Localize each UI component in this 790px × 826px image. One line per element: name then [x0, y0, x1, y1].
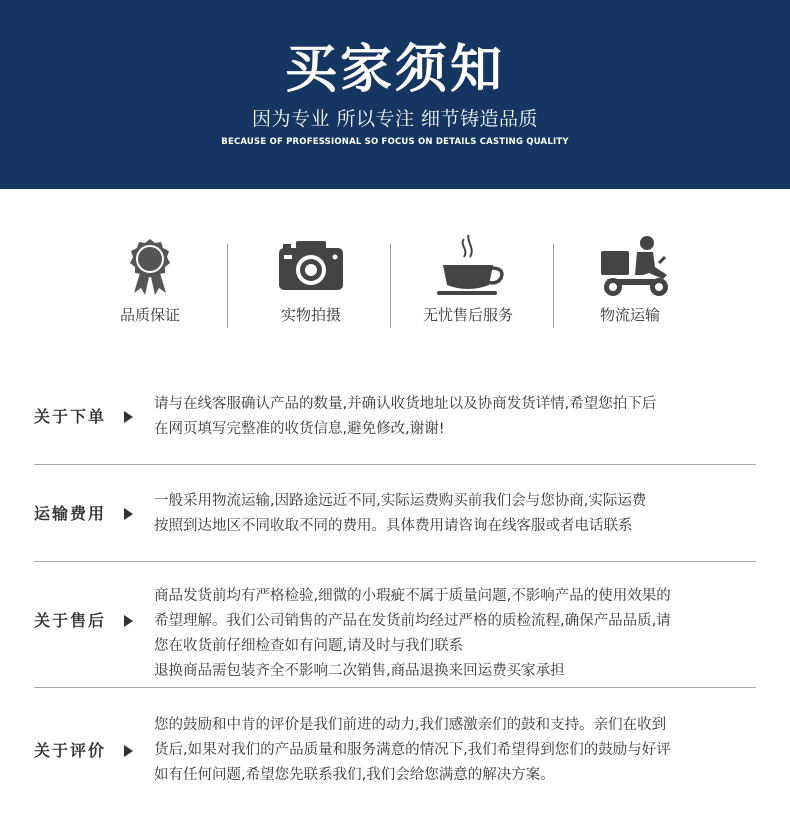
divider [34, 561, 756, 562]
section-line: 一般采用物流运输,因路途远近不同,实际运费购买前我们会与您协商,实际运费 [154, 493, 647, 509]
divider [34, 464, 756, 465]
section-body [154, 713, 756, 788]
section-after-sales [34, 584, 756, 688]
divider [34, 687, 756, 688]
section-ordering [34, 392, 756, 448]
section-body [154, 584, 756, 684]
section-heading: 关于下单 [34, 407, 107, 426]
feature-after-sales [393, 235, 543, 335]
section-line: 按照到达地区不同收取不同的费用。具体费用请咨询在线客服或者电话联系 [154, 518, 633, 534]
features-row [0, 235, 790, 335]
delivery-scooter-icon [555, 235, 705, 299]
banner-subtitle: 因为专业 所以专注 细节铸造品质 [251, 108, 539, 130]
section-line: 希望理解。我们公司销售的产品在发货前均经过严格的质检流程,确保产品品质,请 [154, 613, 671, 629]
camera-icon [236, 235, 386, 299]
section-line: 请与在线客服确认产品的数量,并确认收货地址以及协商发货详情,希望您拍下后 [154, 396, 657, 412]
section-heading: 关于评价 [34, 741, 107, 760]
section-body [154, 392, 756, 442]
section-heading: 关于售后 [34, 611, 107, 630]
feature-photo [236, 235, 386, 335]
feature-label: 物流运输 [599, 306, 660, 324]
section-line: 退换商品需包装齐全不影响二次销售,商品退换来回运费买家承担 [154, 663, 565, 679]
quality-badge-icon [75, 235, 225, 299]
section-line: 您在收货前仔细检查如有问题,请及时与我们联系 [154, 638, 464, 654]
feature-label: 品质保证 [119, 306, 180, 324]
play-arrow-icon [124, 508, 133, 520]
page-title: 买家须知 [284, 40, 505, 100]
section-heading: 运输费用 [34, 504, 107, 523]
coffee-cup-icon [393, 235, 543, 299]
section-line: 商品发货前均有严格检验,细微的小瑕疵不属于质量问题,不影响产品的使用效果的 [154, 588, 671, 604]
section-shipping [34, 489, 756, 545]
section-reviews [34, 713, 756, 793]
feature-quality [75, 235, 225, 335]
divider [390, 244, 391, 328]
section-line: 在网页填写完整准的收货信息,避免修改,谢谢! [154, 421, 445, 437]
section-line: 您的鼓励和中肯的评价是我们前进的动力,我们感激亲们的鼓和支持。亲们在收到 [154, 717, 667, 733]
feature-label: 实物拍摄 [280, 306, 341, 324]
play-arrow-icon [124, 411, 133, 423]
section-line: 货后,如果对我们的产品质量和服务满意的情况下,我们希望得到您们的鼓励与好评 [154, 742, 671, 758]
banner-subtitle-english: BECAUSE OF PROFESSIONAL SO FOCUS ON DETAILS CASTING QUALITY [221, 137, 569, 147]
section-line: 如有任何问题,希望您先联系我们,我们会给您满意的解决方案。 [154, 767, 555, 783]
section-body [154, 489, 756, 539]
play-arrow-icon [124, 615, 133, 627]
feature-logistics [555, 235, 705, 335]
feature-label: 无忧售后服务 [422, 306, 513, 324]
header-banner [0, 0, 790, 189]
divider [553, 244, 554, 328]
play-arrow-icon [124, 745, 133, 757]
divider [227, 244, 228, 328]
